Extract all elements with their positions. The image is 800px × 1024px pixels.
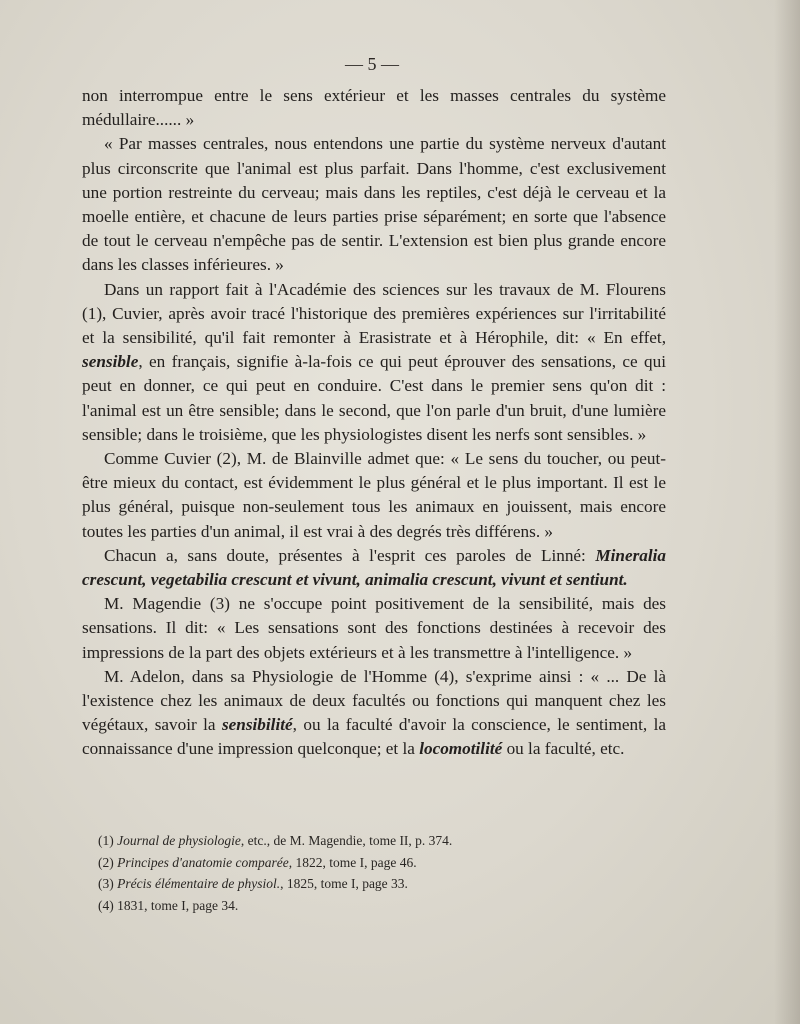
- paragraph-2: « Par masses centrales, nous entendons une partie du système nerveux d'autant plus circonscrite que l'animal est plus parfait. Dans l'homme, c'est exclusivement une portion restreinte du cerveau; mais dans les reptiles, c'est déjà le cerveau et la moelle entière, et chacune de leurs parties prise séparément; en sorte que l'absence de tout le cerveau n'empêche pas de sentir. L'extension est bien plus grande encore dans les classes inférieures. »: [82, 134, 666, 275]
- body-text: [82, 84, 666, 762]
- paragraph-6: M. Magendie (3) ne s'occupe point positivement de la sensibilité, mais des sensations. Il dit: « Les sensations sont des fonctions destinées à recevoir des impressions de la part des objets extérieurs et à les transmettre à l'intelligence. »: [82, 594, 666, 662]
- footnote-3: [98, 873, 618, 895]
- footnote-text: , etc., de M. Magendie, tome II, p. 374.: [240, 833, 453, 848]
- footnote-title: Précis élémentaire de physiol.: [117, 876, 281, 891]
- footnote-title: Journal de physiologie: [117, 833, 241, 848]
- paragraph-3-text-a: Dans un rapport fait à l'Académie des sciences sur les travaux de M. Flourens (1), Cuvier, après avoir tracé l'historique des premières expériences sur l'irritabilité et la sensibilité, qu'il fait remonter à Erasistrate et à Hérophile, dit: « En effet,: [82, 279, 666, 348]
- paragraph-4: Comme Cuvier (2), M. de Blainville admet que: « Le sens du toucher, ou peut-être mieux du contact, est évidemment le plus général et le plus important. Il est le plus général, puisque non-seulement tous les animaux en jouissent, mais encore toutes les parties d'un animal, il est vrai à des degrés très différens. »: [82, 449, 666, 541]
- footnote-number: (1): [98, 833, 114, 848]
- paragraph-5-latin-quote: Mineralia crescunt, vegetabilia crescunt et vivunt, animalia crescunt, vivunt et sentiunt.: [82, 545, 666, 590]
- footnote-number: (3): [98, 876, 114, 891]
- paragraph-5: [82, 544, 666, 592]
- paragraph-7-text-c: ou la faculté, etc.: [502, 739, 625, 759]
- footnote-text: , 1825, tome I, page 33.: [280, 876, 408, 891]
- paragraph-3-text-b: , en français, signifie à-la-fois ce qui peut éprouver des sensations, ce qui peut en donner, ce qui peut en conduire. C'est dans le premier sens qu'on dit : l'animal est un être sensible; dans le second, que l'on parle d'un bruit, d'une lumière sensible; dans le troisième, que les physiologistes disent les nerfs sont sensibles. »: [82, 352, 666, 444]
- footnote-1: [98, 830, 618, 852]
- paragraph-7-text-b: , ou la faculté d'avoir la conscience, le sentiment, la connaissance d'une impression quelconque; et la: [82, 715, 666, 759]
- footnote-number: (2): [98, 854, 114, 870]
- footnote-text: , 1822, tome I, page 46.: [288, 854, 417, 870]
- paragraph-7-emphasis-2: locomotilité: [419, 739, 503, 759]
- paragraph-5-text: Chacun a, sans doute, présentes à l'esprit ces paroles de Linné:: [104, 545, 596, 565]
- footnotes: [98, 830, 618, 916]
- footnote-text: 1831, tome I, page 34.: [117, 897, 239, 913]
- paragraph-7-text-a: M. Adelon, dans sa Physiologie de l'Homme (4), s'exprime ainsi : « ... De là l'existence chez les animaux de deux facultés ou fonctions qui manquent chez les végétaux, savoir la: [82, 666, 666, 735]
- paragraph-3: [82, 278, 666, 447]
- paragraph-1: non interrompue entre le sens extérieur et les masses centrales du système médullaire...... »: [82, 86, 666, 130]
- paragraph-7-emphasis-1: sensibilité: [221, 715, 293, 735]
- footnote-title: Principes d'anatomie comparée: [117, 854, 289, 870]
- footnote-2: [98, 852, 618, 874]
- footnote-4: [98, 895, 618, 917]
- paragraph-3-emphasis: sensible: [82, 352, 139, 372]
- footnote-number: (4): [98, 897, 114, 913]
- page-number: — 5 —: [345, 54, 399, 74]
- paragraph-7: [82, 665, 666, 762]
